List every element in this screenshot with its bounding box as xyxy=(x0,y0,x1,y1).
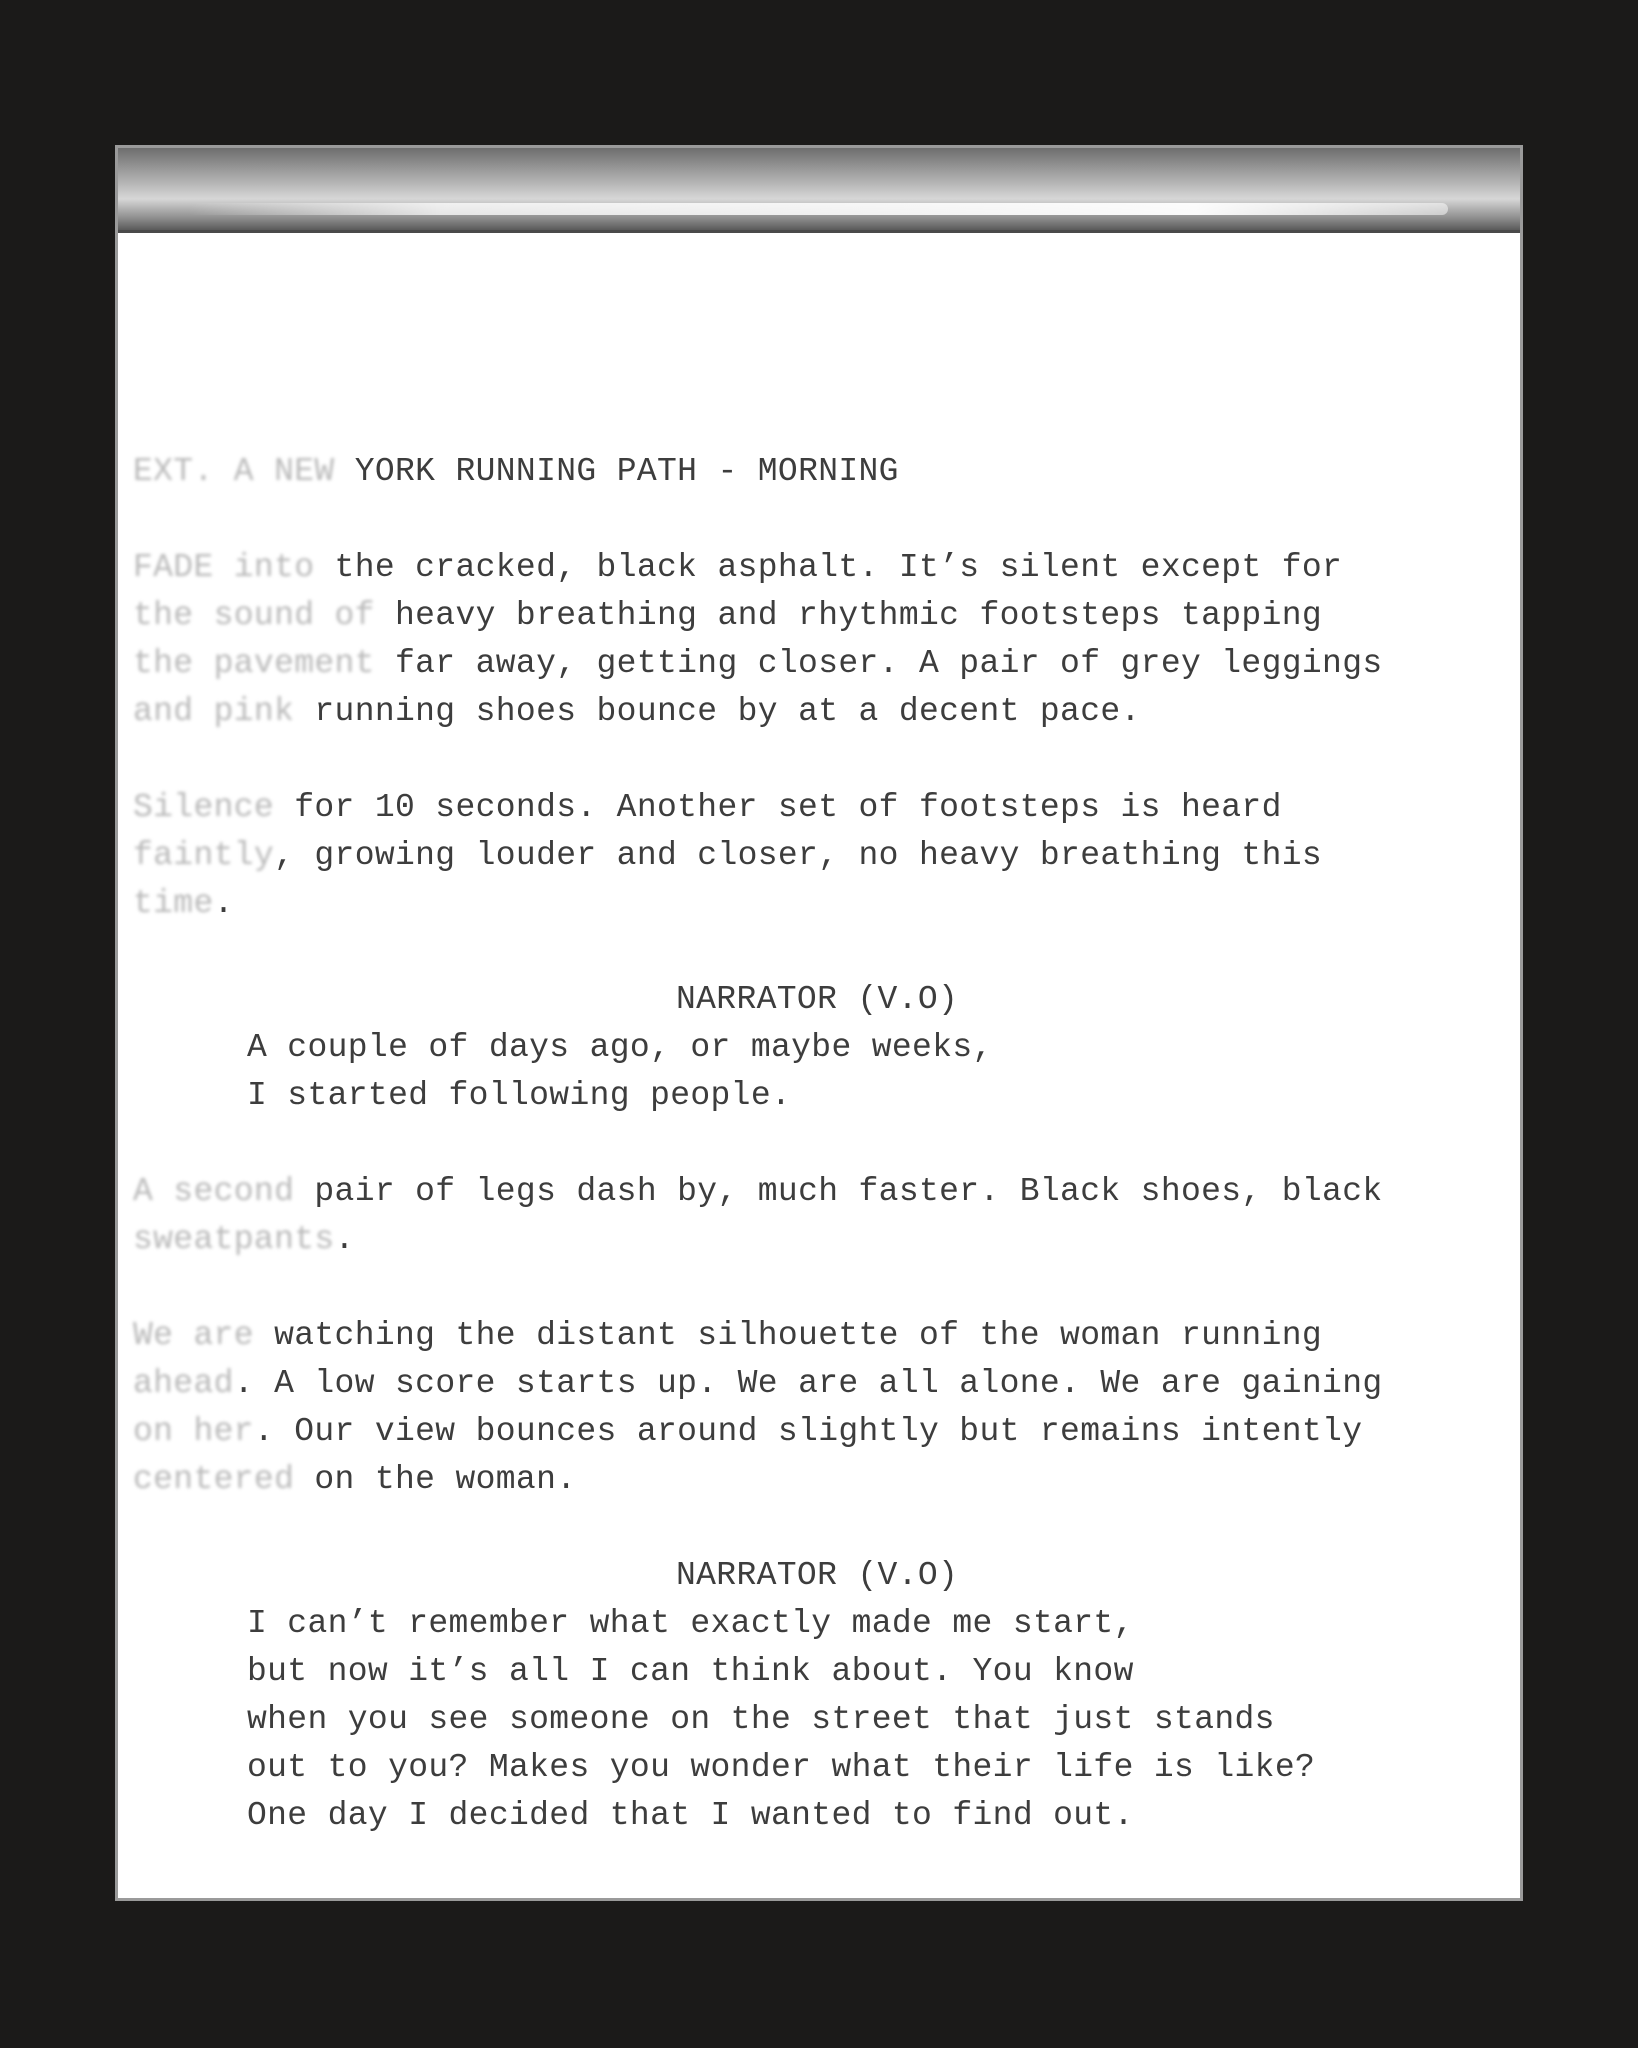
action-text: watching the distant silhouette of the woman running xyxy=(253,1317,1323,1354)
action-block-1 xyxy=(133,544,1523,736)
action-block-2 xyxy=(133,784,1523,928)
smudged-text: centered xyxy=(133,1461,295,1498)
smudged-text: FADE into xyxy=(133,549,315,586)
action-text: , growing louder and closer, no heavy breathing this xyxy=(274,837,1323,874)
action-line xyxy=(133,1312,1523,1360)
scanner-edge-shadow xyxy=(118,148,1520,233)
spacer xyxy=(133,1504,1523,1552)
spacer xyxy=(133,736,1523,784)
dialogue-line: I can’t remember what exactly made me start, xyxy=(247,1605,1134,1642)
action-line xyxy=(133,1360,1523,1408)
action-text: running shoes bounce by at a decent pace. xyxy=(294,693,1141,730)
smudged-text: on her xyxy=(133,1413,254,1450)
action-line xyxy=(133,880,1523,928)
action-text: heavy breathing and rhythmic footsteps tapping xyxy=(374,597,1323,634)
smudged-text: EXT. A NEW xyxy=(133,453,335,490)
action-text: for 10 seconds. Another set of footsteps is heard xyxy=(274,789,1282,826)
action-line xyxy=(133,544,1523,592)
smudged-text: ahead xyxy=(133,1365,234,1402)
scene-heading-text: YORK RUNNING PATH - MORNING xyxy=(334,453,899,490)
character-cue-1: NARRATOR (V.O) xyxy=(676,981,959,1018)
dialogue-line: A couple of days ago, or maybe weeks, xyxy=(247,1029,993,1066)
dialogue-line: but now it’s all I can think about. You know xyxy=(247,1653,1134,1690)
screenplay-page xyxy=(115,145,1523,1901)
action-line xyxy=(133,1408,1523,1456)
action-text: pair of legs dash by, much faster. Black shoes, black xyxy=(294,1173,1383,1210)
action-text: . Our view bounces around slightly but remains intently xyxy=(253,1413,1363,1450)
spacer xyxy=(133,1120,1523,1168)
spacer xyxy=(133,928,1523,976)
action-line xyxy=(133,1216,1523,1264)
scene-heading xyxy=(133,448,1523,496)
smudged-text: Silence xyxy=(133,789,275,826)
dialogue-line: One day I decided that I wanted to find out. xyxy=(247,1797,1134,1834)
action-block-3 xyxy=(133,1168,1523,1264)
smudged-text: We are xyxy=(133,1317,254,1354)
character-cue-2: NARRATOR (V.O) xyxy=(676,1557,959,1594)
action-line xyxy=(133,1168,1523,1216)
spacer xyxy=(133,496,1523,544)
action-text: . A low score starts up. We are all alone. We are gaining xyxy=(233,1365,1383,1402)
action-block-4 xyxy=(133,1312,1523,1504)
spacer xyxy=(133,1264,1523,1312)
action-line xyxy=(133,832,1523,880)
action-text: the cracked, black asphalt. It’s silent except for xyxy=(314,549,1343,586)
smudged-text: the sound of xyxy=(133,597,375,634)
script-body xyxy=(133,448,1523,1840)
action-line xyxy=(133,688,1523,736)
action-line xyxy=(133,1456,1523,1504)
action-line xyxy=(133,592,1523,640)
smudged-text: time xyxy=(133,885,214,922)
smudged-text: sweatpants xyxy=(133,1221,335,1258)
smudged-text: faintly xyxy=(133,837,275,874)
dialogue-line: out to you? Makes you wonder what their life is like? xyxy=(247,1749,1316,1786)
smudged-text: the pavement xyxy=(133,645,375,682)
light-glare xyxy=(188,203,1448,215)
dialogue-line: I started following people. xyxy=(247,1077,792,1114)
action-line xyxy=(133,640,1523,688)
action-text: far away, getting closer. A pair of grey leggings xyxy=(374,645,1383,682)
smudged-text: and pink xyxy=(133,693,295,730)
action-text: . xyxy=(213,885,234,922)
smudged-text: A second xyxy=(133,1173,295,1210)
action-text: on the woman. xyxy=(294,1461,577,1498)
action-text: . xyxy=(334,1221,355,1258)
action-line xyxy=(133,784,1523,832)
dialogue-line: when you see someone on the street that just stands xyxy=(247,1701,1275,1738)
